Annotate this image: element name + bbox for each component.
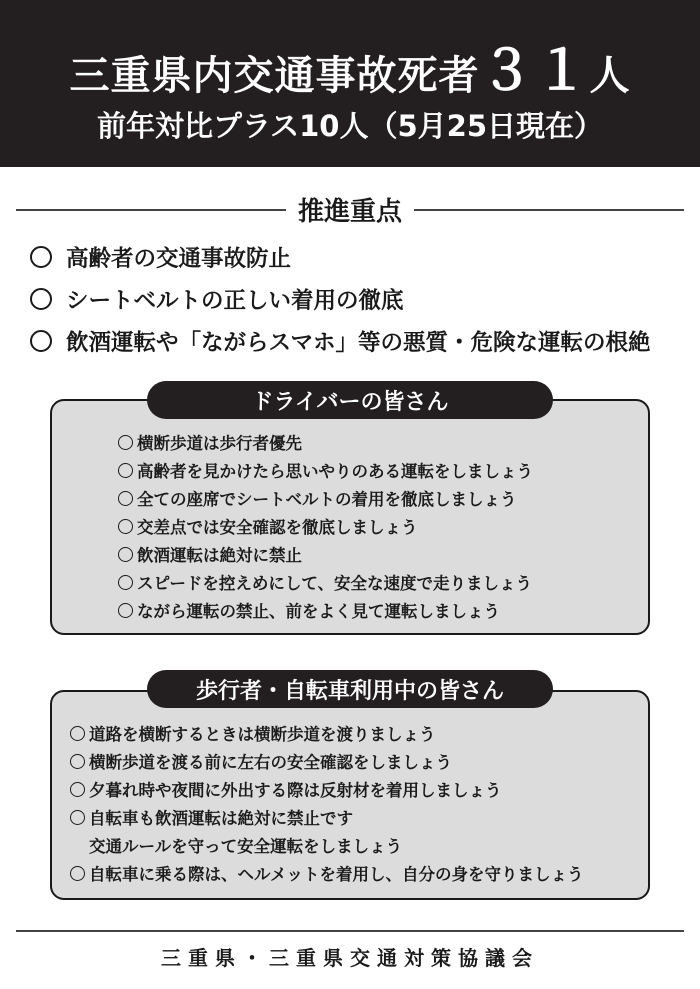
pedestrians-item-text: 自転車も飲酒運転は絶対に禁止です — [89, 809, 353, 828]
pedestrians-item-text: 自転車に乗る際は、ヘルメットを着用し、自分の身を守りましょう — [89, 865, 584, 884]
focus-heading — [0, 191, 700, 228]
circle-bullet-icon — [30, 288, 52, 310]
focus-item-text: 飲酒運転や「ながらスマホ」等の悪質・危険な運転の根絶 — [66, 330, 651, 356]
ring-bullet-icon — [70, 754, 85, 769]
drivers-item — [118, 568, 532, 596]
pedestrians-item — [70, 747, 452, 775]
pedestrians-item-text: 道路を横断するときは横断歩道を渡りましょう — [89, 725, 436, 744]
drivers-item-text: 飲酒運転は絶対に禁止 — [137, 546, 302, 565]
ring-bullet-icon — [118, 435, 133, 450]
pedestrians-item — [70, 803, 353, 831]
focus-heading-text: 推進重点 — [286, 197, 414, 227]
ring-bullet-icon — [118, 463, 133, 478]
drivers-item — [118, 456, 533, 484]
drivers-item — [118, 512, 418, 540]
footer-divider — [16, 930, 684, 932]
drivers-item-text: 横断歩道は歩行者優先 — [137, 434, 302, 453]
ring-bullet-icon — [70, 726, 85, 741]
focus-item — [30, 320, 690, 362]
circle-bullet-icon — [30, 246, 52, 268]
drivers-item — [118, 428, 302, 456]
ring-bullet-icon — [118, 519, 133, 534]
pedestrians-item-text: 交通ルールを守って安全運転をしましょう — [89, 837, 403, 856]
pedestrians-item — [70, 775, 502, 803]
drivers-title: ドライバーの皆さん — [147, 381, 553, 419]
pedestrians-item-text: 横断歩道を渡る前に左右の安全確認をしましょう — [89, 753, 452, 772]
ring-bullet-icon — [118, 603, 133, 618]
drivers-item-text: ながら運転の禁止、前をよく見て運転しましょう — [137, 602, 500, 621]
drivers-item — [118, 540, 302, 568]
drivers-item-text: 全ての座席でシートベルトの着用を徹底しましょう — [137, 490, 517, 509]
drivers-item-text: 交差点では安全確認を徹底しましょう — [137, 518, 418, 537]
headline-unit: 人 — [589, 53, 631, 99]
pedestrians-title: 歩行者・自転車利用中の皆さん — [147, 670, 553, 708]
pedestrians-item-text: 夕暮れ時や夜間に外出する際は反射材を着用しましょう — [89, 781, 502, 800]
pedestrians-panel — [50, 690, 650, 900]
focus-item-text: 高齢者の交通事故防止 — [66, 246, 292, 272]
drivers-panel — [50, 399, 650, 635]
ring-bullet-icon — [118, 575, 133, 590]
pedestrians-item — [70, 719, 436, 747]
drivers-item-text: 高齢者を見かけたら思いやりのある運転をしましょう — [137, 462, 533, 481]
focus-list — [30, 236, 690, 362]
pedestrians-item — [70, 859, 584, 887]
drivers-item-text: スピードを控えめにして、安全な速度で走りましょう — [137, 574, 533, 593]
circle-bullet-icon — [30, 330, 52, 352]
ring-bullet-icon — [118, 491, 133, 506]
drivers-item — [118, 596, 500, 624]
focus-item-text: シートベルトの正しい着用の徹底 — [66, 288, 404, 314]
headline — [0, 28, 700, 105]
focus-item — [30, 236, 690, 278]
ring-bullet-icon — [118, 547, 133, 562]
header-banner — [0, 0, 700, 167]
ring-bullet-icon — [70, 782, 85, 797]
focus-item — [30, 278, 690, 320]
headline-text: 三重県内交通事故死者 — [69, 53, 480, 99]
fatality-count: ３１ — [479, 39, 590, 102]
subheadline: 前年対比プラス10人（5月25日現在） — [96, 109, 604, 143]
drivers-item — [118, 484, 517, 512]
ring-bullet-icon — [70, 866, 85, 881]
pedestrians-item-continuation — [89, 831, 402, 859]
ring-bullet-icon — [70, 810, 85, 825]
issuer: 三重県・三重県交通対策協議会 — [161, 946, 539, 970]
